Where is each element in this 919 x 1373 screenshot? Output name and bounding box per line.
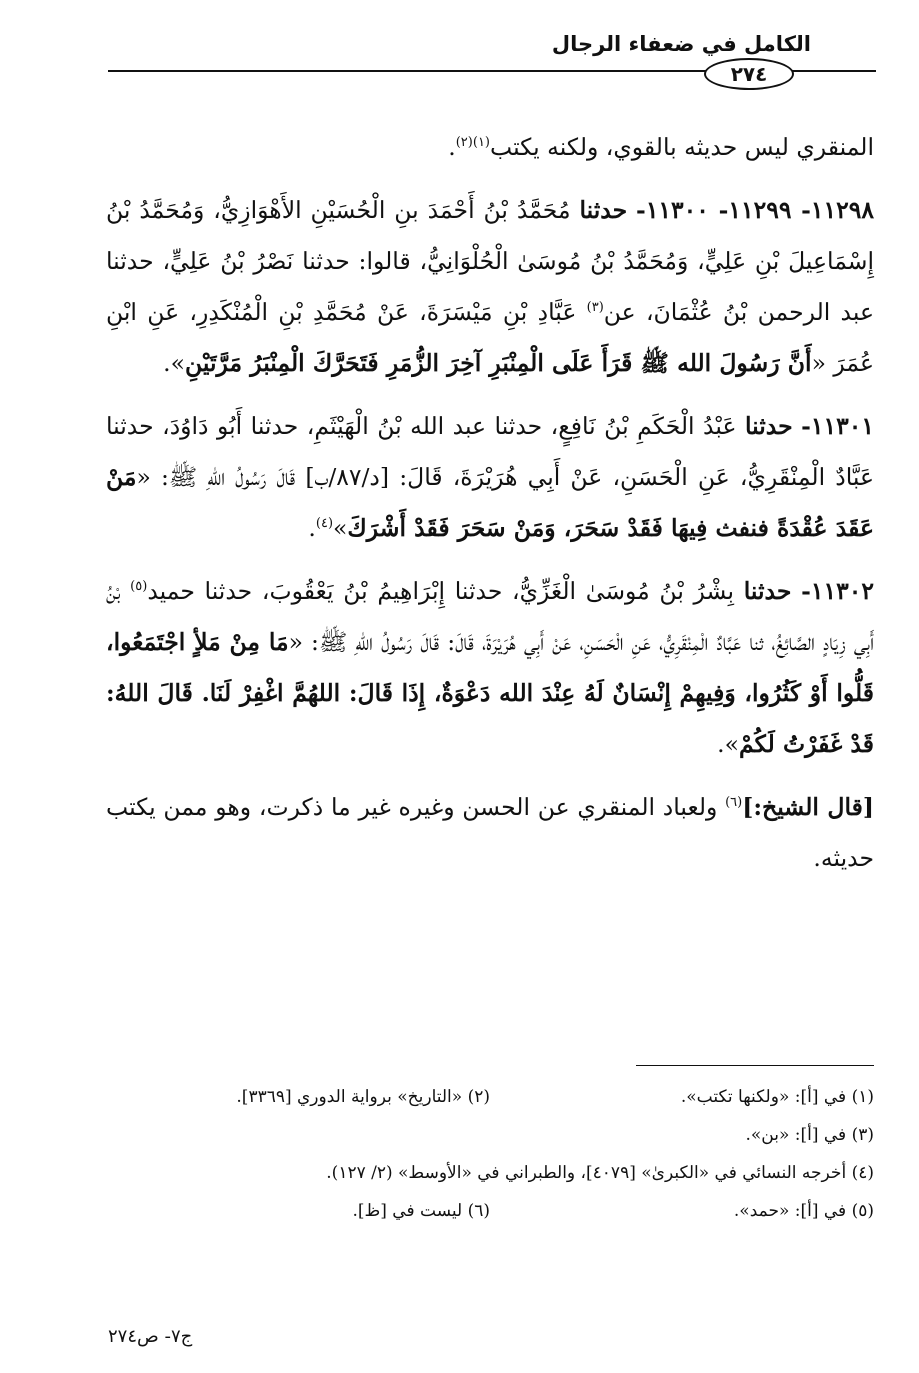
p5-footnote-ref: (٦) (725, 795, 743, 811)
footnote-row (106, 1078, 874, 1116)
footnote-1: (١) في [أ]: «ولكنها تكتب». (680, 1087, 874, 1107)
main-text (106, 122, 874, 884)
book-title: الكامل في ضعفاء الرجال (551, 32, 811, 56)
footnotes (106, 1078, 874, 1230)
p3-close: » (333, 514, 348, 542)
p4-chain-1: بِشْرُ بْنُ مُوسَىٰ الْغَزِّيُّ، حدثنا إِبْرَاهِيمُ بْنُ يَعْقُوبَ، حدثنا حميد (147, 577, 735, 605)
footnote-4: (٤) أخرجه النسائي في «الكبرىٰ» [٤٠٧٩]، والطبراني في «الأوسط» (٢/ ١٢٧). (326, 1163, 874, 1183)
p1-end: . (448, 133, 456, 161)
p2-chain-1: مُحَمَّدُ بْنُ أَحْمَدَ بنِ الْحُسَيْنِ الأَهْوَازِيُّ، وَمُحَمَّدُ بْنُ إِسْمَاعِيلَ بْنِ عَلِيٍّ، وَمُحَمَّدُ بْنُ مُوسَىٰ الْحُلْوَانِيُّ، قالوا: حدثنا نَصْرُ بْنُ عَلِيٍّ، حدثنا عبد الرحمن بْنُ عُثْمَانَ، عن (106, 196, 874, 326)
p4-end: ». (717, 730, 740, 758)
footnote-6: (٦) ليست في [ظ]. (352, 1201, 490, 1221)
p2-lead: حدثنا (579, 196, 628, 224)
paragraph-5 (106, 782, 874, 884)
p3-hadith-number: ١١٣٠١- (801, 412, 874, 440)
footnote-row (106, 1154, 874, 1192)
footnote-3: (٣) في [أ]: «بن». (745, 1125, 874, 1145)
footnote-5: (٥) في [أ]: «حمد». (733, 1201, 874, 1221)
footnotes-divider (636, 1065, 874, 1066)
p4-chain-2: بْنُ أَبِي زِيَادٍ الصَّائِغُ، ثنا عَبَّادٌ الْمِنْقَرِيُّ، عَنِ الْحَسَنِ، عَنْ أَبِي هُرَيْرَةَ، قَالَ: قَالَ رَسُولُ اللهِ ﷺ: « (106, 577, 874, 656)
p4-hadith-number: ١١٣٠٢- (801, 577, 874, 605)
footnote-2: (٢) «التاريخ» برواية الدوري [٣٣٦٩]. (236, 1087, 490, 1107)
page-number-badge (704, 58, 794, 90)
p2-hadith-text: أَنَّ رَسُولَ الله ﷺ قَرَأَ عَلَى الْمِنْبَرِ آخِرَ الزُّمَرِ فَتَحَرَّكَ الْمِنْبَرُ مَرَّتَيْنِ (184, 349, 812, 377)
p3-lead: حدثنا (744, 412, 793, 440)
p2-end: ». (163, 349, 185, 377)
paragraph-1 (106, 122, 874, 173)
p1-footnote-ref: (١)(٢) (455, 135, 490, 151)
p5-lead: [قال الشيخ:] (742, 793, 874, 821)
paragraph-3 (106, 401, 874, 554)
p2-footnote-ref: (٣) (586, 300, 604, 316)
p3-chain-2: قَالَ رَسُولُ اللهِ ﷺ: « (136, 463, 296, 491)
p3-footnote-ref: (٤) (315, 516, 334, 532)
p5-text: ولعباد المنقري عن الحسن وغيره غير ما ذكرت، وهو ممن يكتب حديثه. (106, 793, 874, 872)
p4-lead: حدثنا (743, 577, 792, 605)
volume-page-reference: ج٧- ص٢٧٤ (108, 1326, 193, 1347)
p3-end: . (308, 514, 316, 542)
paragraph-4 (106, 566, 874, 770)
page-number: ٢٧٤ (730, 62, 768, 86)
p4-hadith-text: مَا مِنْ مَلأٍ اجْتَمَعُوا، قَلُّوا أَوْ كَثُرُوا، وَفِيهِمْ إِنْسَانٌ لَهُ عِنْدَ الله دَعْوَةٌ، إِذَا قَالَ: اللهُمَّ اغْفِرْ لَنَا. قَالَ اللهُ: قَدْ غَفَرْتُ لَكُمْ (106, 628, 874, 758)
p3-chain-1: عَبْدُ الْحَكَمِ بْنُ نَافِعٍ، حدثنا عبد الله بْنُ الْهَيْثَمِ، حدثنا أَبُو دَاوُدَ، حدثنا عَبَّادٌ الْمِنْقَرِيُّ، عَنِ الْحَسَنِ، عَنْ أَبِي هُرَيْرَةَ، قَالَ: (106, 412, 874, 491)
p3-manuscript-marker: [د/٨٧/ب] (305, 463, 390, 491)
paragraph-2 (106, 185, 874, 389)
p2-hadith-numbers: ١١٢٩٨- ١١٢٩٩- ١١٣٠٠- (636, 196, 874, 224)
p2-chain-2: عَبَّادِ بْنِ مَيْسَرَةَ، عَنْ مُحَمَّدِ بْنِ الْمُنْكَدِرِ، عَنِ ابْنِ عُمَرَ « (106, 298, 874, 377)
footnote-row (106, 1116, 874, 1154)
footnote-row (106, 1192, 874, 1230)
p1-text: المنقري ليس حديثه بالقوي، ولكنه يكتب (490, 133, 874, 161)
p3-hadith-text: مَنْ عَقَدَ عُقْدَةً فنفث فِيهَا فَقَدْ سَحَرَ، وَمَنْ سَحَرَ فَقَدْ أَشْرَكَ (106, 463, 874, 542)
p4-footnote-ref: (٥) (130, 579, 148, 595)
